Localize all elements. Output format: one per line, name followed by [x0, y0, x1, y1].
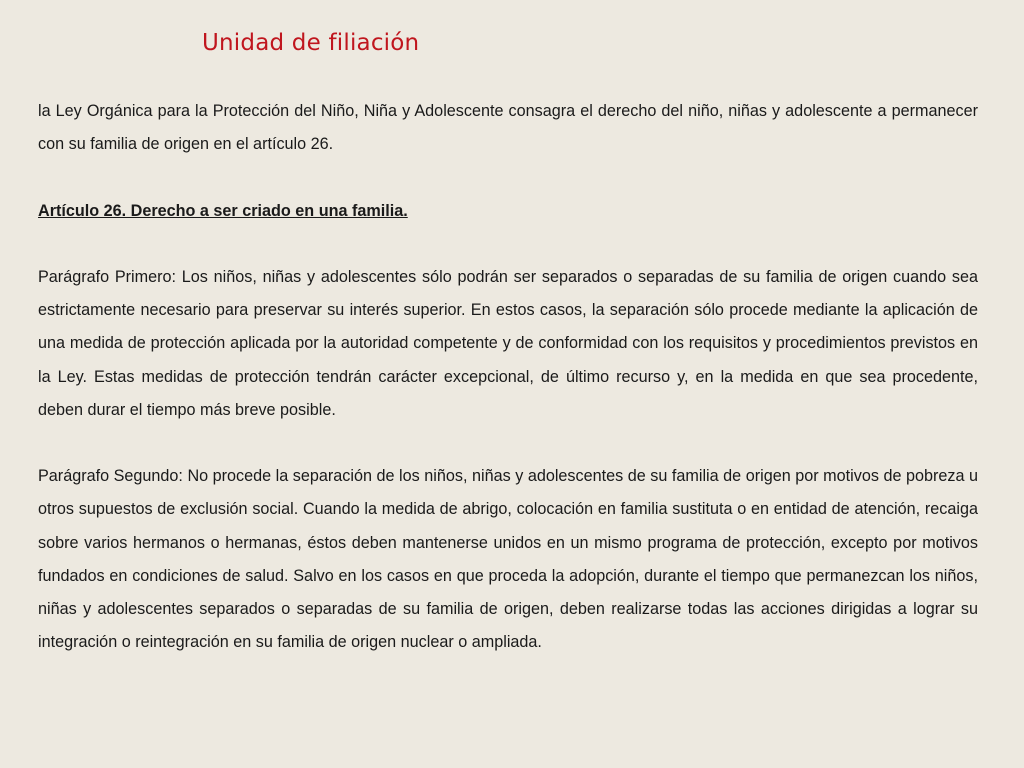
- article-heading: Artículo 26. Derecho a ser criado en una familia.: [38, 201, 408, 220]
- paragraph-second: Parágrafo Segundo: No procede la separación de los niños, niñas y adolescentes de su familia de origen por motivos de pobreza u otros supuestos de exclusión social. Cuando la medida de abrigo, colocación en familia sustituta o en entidad de atención, recaiga sobre varios hermanos o hermanas, éstos deben mantenerse unidos en un mismo programa de protección, excepto por motivos fundados en condiciones de salud. Salvo en los casos en que proceda la adopción, durante el tiempo que permanezcan los niños, niñas y adolescentes separados o separadas de su familia de origen, deben realizarse todas las acciones dirigidas a lograr su integración o reintegración en su familia de origen nuclear o ampliada.: [38, 467, 978, 652]
- slide-body: [38, 95, 978, 659]
- intro-paragraph: la Ley Orgánica para la Protección del Niño, Niña y Adolescente consagra el derecho del niño, niñas y adolescente a permanecer con su familia de origen en el artículo 26.: [38, 102, 978, 154]
- paragraph-first: Parágrafo Primero: Los niños, niñas y adolescentes sólo podrán ser separados o separadas de su familia de origen cuando sea estrictamente necesario para preservar su interés superior. En estos casos, la separación sólo procede mediante la aplicación de una medida de protección aplicada por la autoridad competente y de conformidad con los requisitos y procedimientos previstos en la Ley. Estas medidas de protección tendrán carácter excepcional, de último recurso y, en la medida en que sea procedente, deben durar el tiempo más breve posible.: [38, 267, 978, 419]
- slide-title: Unidad de filiación: [202, 30, 420, 56]
